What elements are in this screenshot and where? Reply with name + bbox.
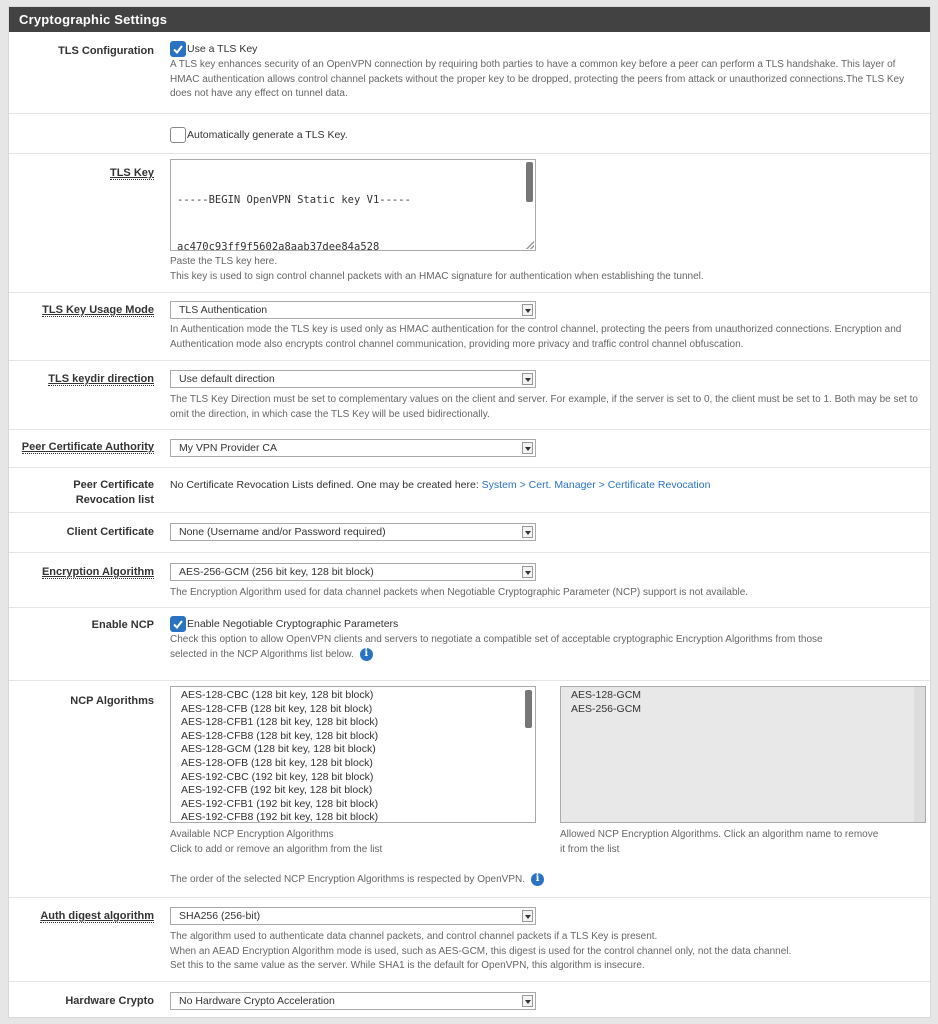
hardware-crypto-select[interactable] <box>170 992 536 1010</box>
tls-keydir-help: The TLS Key Direction must be set to complementary values on the client and server. For example, if the server is set to 0, the client must be set to 1. Both may be set to omit the direction, in which case the TLS Key will be used bidirectionally. <box>170 394 918 420</box>
panel-title: Cryptographic Settings <box>9 7 930 32</box>
client-cert-value: None (Username and/or Password required) <box>179 526 386 538</box>
label-peer-crl-line2: Revocation list <box>75 494 154 506</box>
label-peer-ca-text: Peer Certificate Authority <box>21 441 154 453</box>
tls-key-line-0: -----BEGIN OpenVPN Static key V1----- <box>177 194 411 206</box>
info-icon[interactable]: i <box>531 873 544 886</box>
label-peer-ca <box>9 440 154 455</box>
info-icon[interactable]: i <box>360 648 373 661</box>
allowed-ncp-help <box>560 828 926 857</box>
label-enable-ncp: Enable NCP <box>91 619 154 631</box>
encryption-algorithm-help: The Encryption Algorithm used for data channel packets when Negotiable Cryptographic Parameter (NCP) support is not available. <box>170 587 749 598</box>
label-encryption-algorithm-text: Encryption Algorithm <box>41 566 154 578</box>
allowed-ncp-option[interactable]: AES-128-GCM <box>571 689 642 701</box>
tls-key-line: ac470c93ff9f5602a8aab37dee84a528 <box>177 240 380 251</box>
enable-ncp-checkbox[interactable] <box>170 616 920 632</box>
auth-digest-value: SHA256 (256-bit) <box>179 910 261 922</box>
label-auth-digest-text: Auth digest algorithm <box>40 910 154 922</box>
row-enable-ncp <box>9 607 930 680</box>
allowed-ncp-scroll-track <box>914 687 925 822</box>
tls-key-textarea[interactable] <box>170 159 536 251</box>
row-peer-crl <box>9 467 930 512</box>
tls-key-usage-select[interactable] <box>170 301 536 319</box>
dropdown-arrow-icon[interactable] <box>522 995 533 1007</box>
tls-configuration-help: A TLS key enhances security of an OpenVPN connection by requiring both parties to have a common key before a peer can perform a TLS handshake. This layer of HMAC authentication allows control channel packets without the proper key to be dropped, protecting the peers from attack or unauthorized connections.The TLS Key does not have any effect on tunnel data. <box>170 59 905 99</box>
allowed-ncp-option[interactable]: AES-256-GCM <box>571 702 642 715</box>
tls-key-scrollbar[interactable] <box>526 162 533 202</box>
ncp-option[interactable]: AES-128-CFB (128 bit key, 128 bit block) <box>181 702 373 715</box>
allowed-ncp-help-line1: Allowed NCP Encryption Algorithms. Click an algorithm name to remove <box>560 829 879 840</box>
row-auto-generate <box>9 113 930 153</box>
row-tls-keydir <box>9 360 930 429</box>
tls-key-usage-value: TLS Authentication <box>179 304 268 316</box>
label-tls-key-usage-text: TLS Key Usage Mode <box>42 304 154 316</box>
use-tls-key-checkbox[interactable] <box>170 41 920 57</box>
use-tls-key-label: Use a TLS Key <box>187 43 258 55</box>
checkbox-checked-icon[interactable] <box>170 616 186 632</box>
ncp-option[interactable]: AES-192-CFB8 (192 bit key, 128 bit block) <box>181 811 379 823</box>
label-peer-crl-line1: Peer Certificate <box>73 479 154 491</box>
ncp-option[interactable]: AES-128-OFB (128 bit key, 128 bit block) <box>181 756 373 769</box>
dropdown-arrow-icon[interactable] <box>522 373 533 385</box>
ncp-option[interactable]: AES-192-CFB1 (192 bit key, 128 bit block) <box>181 797 379 810</box>
label-client-cert: Client Certificate <box>66 526 154 538</box>
checkbox-checked-icon[interactable] <box>170 41 186 57</box>
row-hardware-crypto <box>9 981 930 1018</box>
crypto-settings-panel <box>8 6 931 1018</box>
row-tls-key-usage <box>9 292 930 360</box>
row-client-cert <box>9 512 930 552</box>
label-tls-key <box>9 166 154 181</box>
row-encryption-algorithm <box>9 552 930 607</box>
label-tls-key-usage <box>9 303 154 318</box>
row-auth-digest <box>9 897 930 981</box>
auth-digest-help-line3: Set this to the same value as the server. While SHA1 is the default for OpenVPN, this algorithm is insecure. <box>170 960 645 971</box>
dropdown-arrow-icon[interactable] <box>522 442 533 454</box>
dropdown-arrow-icon[interactable] <box>522 910 533 922</box>
enable-ncp-help-line1: Check this option to allow OpenVPN clients and servers to negotiate a compatible set of acceptable cryptographic Encryption Algorithms from those <box>170 634 823 645</box>
ncp-order-note-text: The order of the selected NCP Encryption Algorithms is respected by OpenVPN. <box>170 874 525 886</box>
available-ncp-help <box>170 828 540 857</box>
peer-ca-select[interactable] <box>170 439 536 457</box>
enable-ncp-help-line2 <box>170 648 920 663</box>
available-ncp-list[interactable] <box>170 686 536 823</box>
resize-handle-icon[interactable] <box>526 241 534 249</box>
ncp-option[interactable]: AES-128-CBC (128 bit key, 128 bit block) <box>181 689 374 701</box>
allowed-ncp-help-line2: it from the list <box>560 843 620 855</box>
peer-ca-value: My VPN Provider CA <box>179 442 278 454</box>
label-hardware-crypto: Hardware Crypto <box>65 995 154 1007</box>
label-tls-keydir <box>9 372 154 387</box>
tls-keydir-value: Use default direction <box>179 373 275 385</box>
client-cert-select[interactable] <box>170 523 536 541</box>
dropdown-arrow-icon[interactable] <box>522 304 533 316</box>
ncp-option[interactable]: AES-128-GCM (128 bit key, 128 bit block) <box>181 743 376 756</box>
checkbox-unchecked-icon[interactable] <box>170 127 186 143</box>
auto-generate-checkbox[interactable] <box>170 127 920 143</box>
available-ncp-scrollbar[interactable] <box>525 690 532 728</box>
allowed-ncp-list[interactable] <box>560 686 926 823</box>
dropdown-arrow-icon[interactable] <box>522 566 533 578</box>
enable-ncp-label: Enable Negotiable Cryptographic Parameters <box>187 618 399 630</box>
row-tls-configuration <box>9 32 930 113</box>
label-tls-keydir-text: TLS keydir direction <box>48 373 154 385</box>
label-encryption-algorithm <box>9 565 154 580</box>
auto-generate-label: Automatically generate a TLS Key. <box>187 129 348 141</box>
tls-key-help-paste: Paste the TLS key here. <box>170 256 278 267</box>
label-tls-key-text: TLS Key <box>109 167 154 179</box>
tls-keydir-select[interactable] <box>170 370 536 388</box>
ncp-option[interactable]: AES-128-CFB8 (128 bit key, 128 bit block) <box>181 729 379 742</box>
cert-revocation-link[interactable]: System > Cert. Manager > Certificate Revocation <box>481 479 711 491</box>
row-peer-ca <box>9 429 930 467</box>
encryption-algorithm-value: AES-256-GCM (256 bit key, 128 bit block) <box>179 566 374 578</box>
label-auth-digest <box>9 909 154 924</box>
enable-ncp-help-text: selected in the NCP Algorithms list below. <box>170 648 354 660</box>
label-ncp-algorithms: NCP Algorithms <box>70 695 154 707</box>
ncp-option[interactable]: AES-128-CFB1 (128 bit key, 128 bit block) <box>181 716 379 729</box>
ncp-order-note <box>170 873 544 888</box>
tls-key-help-sign: This key is used to sign control channel packets with an HMAC signature for authentication when establishing the tunnel. <box>170 270 704 282</box>
ncp-option[interactable]: AES-192-CFB (192 bit key, 128 bit block) <box>181 784 373 797</box>
auth-digest-select[interactable] <box>170 907 536 925</box>
hardware-crypto-value: No Hardware Crypto Acceleration <box>179 995 335 1007</box>
label-peer-crl <box>9 478 154 508</box>
available-ncp-help-line2: Click to add or remove an algorithm from the list <box>170 843 383 855</box>
row-ncp-algorithms <box>9 680 930 897</box>
tls-key-line <box>177 193 529 209</box>
auth-digest-help-line2: When an AEAD Encryption Algorithm mode is used, such as AES-GCM, this digest is used for the control channel only, not the data channel. <box>170 945 792 957</box>
row-tls-key <box>9 153 930 292</box>
auth-digest-help-line1: The algorithm used to authenticate data channel packets, and control channel packets if a TLS Key is present. <box>170 931 658 942</box>
available-ncp-help-line1: Available NCP Encryption Algorithms <box>170 829 334 840</box>
encryption-algorithm-select[interactable] <box>170 563 536 581</box>
ncp-option[interactable]: AES-192-CBC (192 bit key, 128 bit block) <box>181 770 374 783</box>
tls-key-usage-help: In Authentication mode the TLS key is used only as HMAC authentication for the control channel, protecting the peers from unauthorized connections. Encryption and Authentication mode also encrypts control channel communication, providing more privacy and traffic control channel obfuscation. <box>170 324 902 350</box>
peer-crl-text: No Certificate Revocation Lists defined. One may be created here: <box>170 479 479 491</box>
dropdown-arrow-icon[interactable] <box>522 526 533 538</box>
label-tls-configuration: TLS Configuration <box>58 45 154 57</box>
